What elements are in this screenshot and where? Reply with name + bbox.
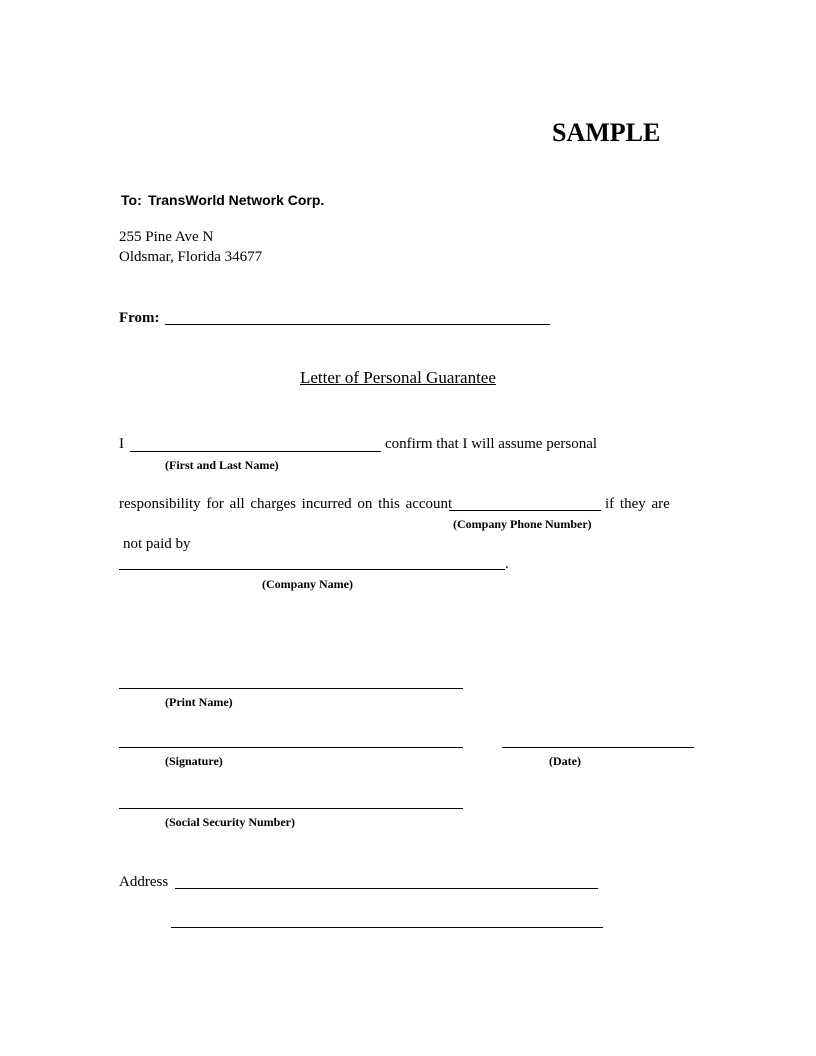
- recipient-address-line-1: 255 Pine Ave N: [119, 229, 214, 245]
- caption-first-last-name: (First and Last Name): [165, 458, 279, 472]
- caption-company-name: (Company Name): [262, 577, 353, 591]
- if-they-are-text: if they are: [605, 496, 670, 512]
- not-paid-by-text: not paid by: [123, 536, 191, 552]
- date-field-line[interactable]: [502, 747, 694, 748]
- print-name-field-line[interactable]: [119, 688, 463, 689]
- recipient-address-line-2: Oldsmar, Florida 34677: [119, 249, 263, 265]
- signature-field-line[interactable]: [119, 747, 463, 748]
- caption-social-security-number: (Social Security Number): [165, 815, 295, 829]
- to-label: To:: [121, 192, 142, 208]
- responsibility-text: responsibility for all charges incurred on this account: [119, 496, 453, 512]
- caption-company-phone: (Company Phone Number): [453, 517, 592, 531]
- from-field-line[interactable]: [165, 324, 550, 325]
- company-name-field-line[interactable]: [119, 569, 505, 570]
- pronoun-i: I: [119, 436, 124, 452]
- address-field-line-2[interactable]: [171, 927, 603, 928]
- letter-title: Letter of Personal Guarantee: [300, 368, 496, 387]
- sample-heading: SAMPLE: [552, 118, 661, 147]
- company-phone-field-line[interactable]: [449, 510, 601, 511]
- caption-signature: (Signature): [165, 754, 223, 768]
- from-label: From:: [119, 310, 160, 326]
- caption-date: (Date): [549, 754, 581, 768]
- full-name-field-line[interactable]: [130, 451, 381, 452]
- recipient-company: TransWorld Network Corp.: [148, 192, 325, 208]
- caption-print-name: (Print Name): [165, 695, 233, 709]
- ssn-field-line[interactable]: [119, 808, 463, 809]
- confirm-text: confirm that I will assume personal: [385, 436, 598, 452]
- address-label: Address: [119, 874, 169, 890]
- sentence-period: .: [505, 556, 509, 572]
- address-field-line-1[interactable]: [175, 888, 598, 889]
